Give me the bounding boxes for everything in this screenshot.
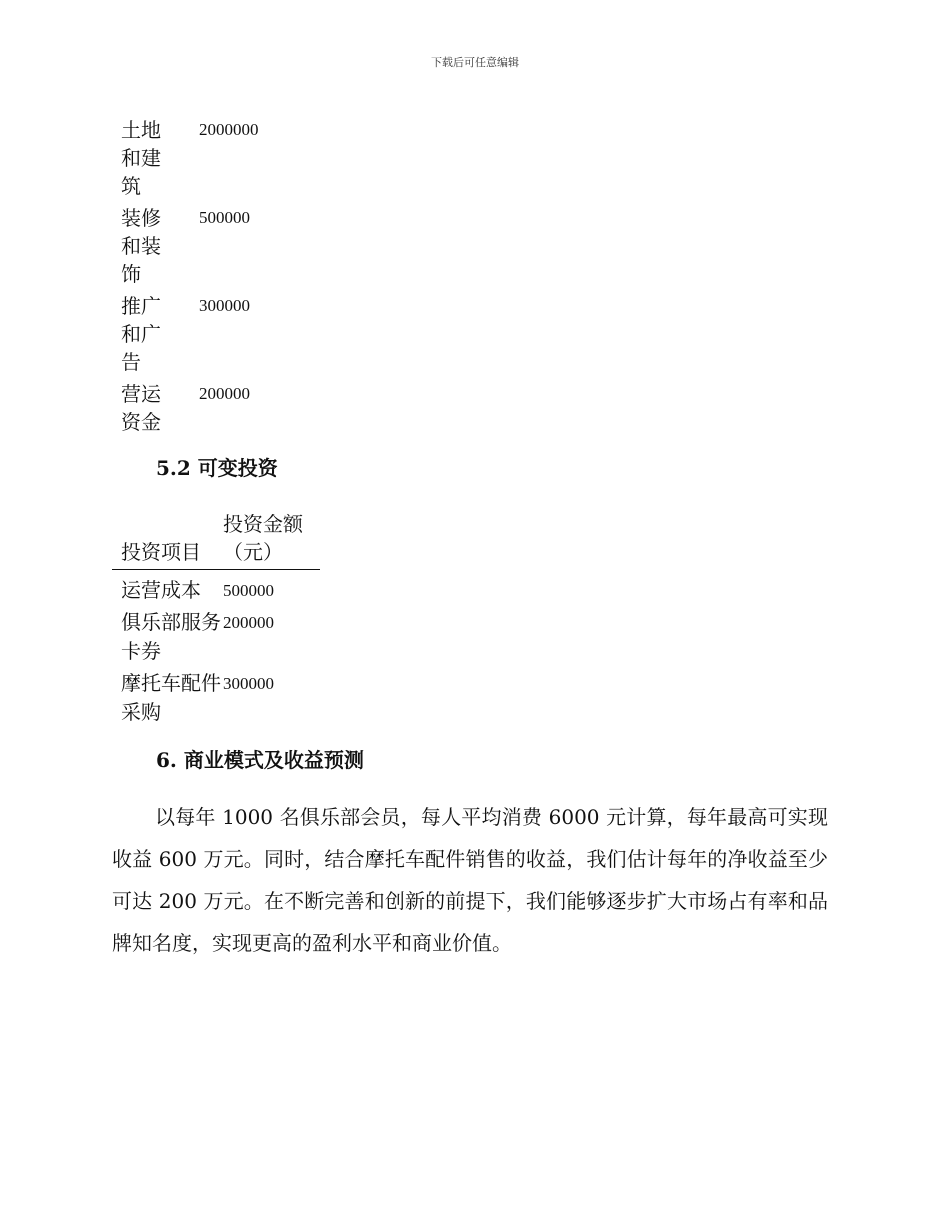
- investment-amount: 300000: [223, 674, 274, 693]
- investment-amount: 200000: [199, 384, 250, 403]
- section-heading-5-2: 5.2 可变投资: [156, 456, 278, 480]
- variable-investment-table: [112, 510, 320, 730]
- investment-amount: 500000: [223, 581, 274, 600]
- investment-item: 推广和广告: [121, 294, 161, 374]
- table-row: [112, 570, 320, 609]
- investment-amount: 300000: [199, 296, 250, 315]
- document-body: [112, 116, 832, 964]
- table-row: [112, 608, 320, 669]
- table-row: [112, 380, 259, 440]
- page-header: 下载后可任意编辑: [431, 56, 519, 69]
- investment-amount: 200000: [223, 613, 274, 632]
- investment-amount: 500000: [199, 208, 250, 227]
- table-header-row: [112, 510, 320, 570]
- column-header-unit: （元）: [223, 540, 283, 564]
- table-row: [112, 669, 320, 730]
- section-heading-6: 6. 商业模式及收益预测: [156, 748, 364, 772]
- investment-item: 运营成本: [121, 578, 201, 602]
- investment-item: 营运资金: [121, 382, 161, 434]
- investment-item: 土地和建筑: [121, 118, 161, 198]
- investment-item: 俱乐部服务卡券: [121, 610, 221, 663]
- column-header-amount: [223, 510, 320, 570]
- business-model-paragraph: 以每年 1000 名俱乐部会员，每人平均消费 6000 元计算，每年最高可实现收益 600 万元。同时，结合摩托车配件销售的收益，我们估计每年的净收益至少可达 200 万元。在不断完善和创新的前提下，我们能够逐步扩大市场占有率和品牌知名度，实现更高的盈利水平和商业价值。: [112, 805, 828, 955]
- table-row: [112, 292, 259, 380]
- investment-item: 摩托车配件采购: [121, 671, 221, 724]
- investment-amount: 2000000: [199, 120, 259, 139]
- table-row: [112, 204, 259, 292]
- column-header-amount-label: 投资金额: [223, 512, 303, 536]
- table-row: [112, 116, 259, 204]
- fixed-investment-table: [112, 116, 259, 440]
- column-header-item: 投资项目: [112, 510, 223, 570]
- investment-item: 装修和装饰: [121, 206, 161, 286]
